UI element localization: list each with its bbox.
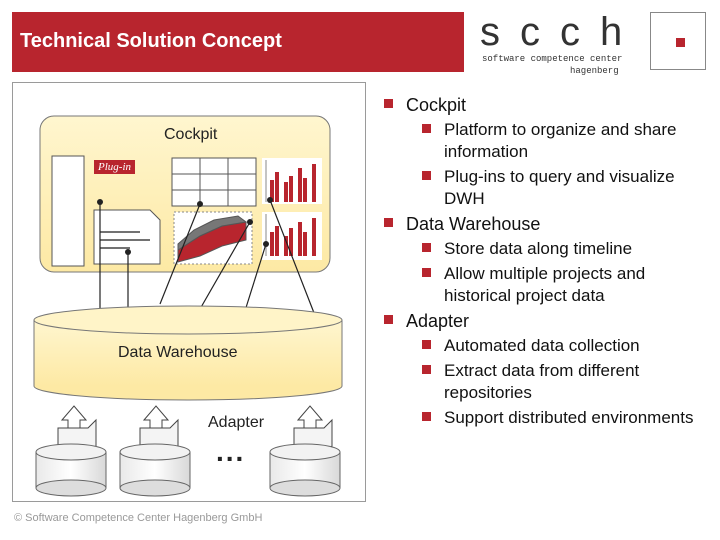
logo-subtitle: software competence center bbox=[482, 54, 623, 64]
bullet-square-icon bbox=[422, 268, 431, 277]
bullet-cockpit: Cockpit bbox=[384, 94, 714, 116]
plugin-label: Plug-in bbox=[94, 160, 135, 174]
cockpit-label: Cockpit bbox=[164, 126, 218, 143]
bullet-square-icon bbox=[384, 99, 393, 108]
bullet-dwh-timeline: Store data along timeline bbox=[422, 238, 714, 260]
bullet-adapter-collection: Automated data collection bbox=[422, 335, 714, 357]
bar-chart-widget-bottom bbox=[262, 212, 322, 260]
bullet-square-icon bbox=[422, 340, 431, 349]
logo-word: scch bbox=[480, 10, 643, 54]
bullet-cockpit-platform: Platform to organize and share information bbox=[422, 119, 714, 163]
bullet-square-icon bbox=[422, 412, 431, 421]
cockpit-sidebar bbox=[52, 156, 84, 266]
bullet-data-warehouse: Data Warehouse bbox=[384, 213, 714, 235]
bullet-adapter-extract: Extract data from different repositories bbox=[422, 360, 714, 404]
adapter-arrows bbox=[62, 406, 322, 428]
bullet-adapter: Adapter bbox=[384, 310, 714, 332]
ellipsis-label: ... bbox=[216, 436, 246, 467]
data-warehouse-label: Data Warehouse bbox=[118, 344, 238, 361]
bullet-square-icon bbox=[422, 124, 431, 133]
page-title: Technical Solution Concept bbox=[20, 30, 282, 52]
bullet-list bbox=[384, 94, 714, 432]
logo-location: hagenberg bbox=[570, 66, 619, 76]
bullet-square-icon bbox=[422, 171, 431, 180]
bullet-square-icon bbox=[422, 365, 431, 374]
bullet-square-icon bbox=[384, 315, 393, 324]
bullet-square-icon bbox=[422, 243, 431, 252]
table-widget bbox=[172, 158, 256, 206]
document-widget bbox=[94, 210, 160, 264]
bullet-dwh-projects: Allow multiple projects and historical project data bbox=[422, 263, 714, 307]
bullet-adapter-distributed: Support distributed environments bbox=[422, 407, 714, 429]
repository-cylinders bbox=[36, 444, 340, 496]
bar-chart-widget-top bbox=[262, 158, 322, 204]
adapter-label: Adapter bbox=[208, 414, 265, 431]
bullet-cockpit-plugins: Plug-ins to query and visualize DWH bbox=[422, 166, 714, 210]
bullet-square-icon bbox=[384, 218, 393, 227]
copyright-footer: © Software Competence Center Hagenberg GmbH bbox=[14, 512, 263, 524]
